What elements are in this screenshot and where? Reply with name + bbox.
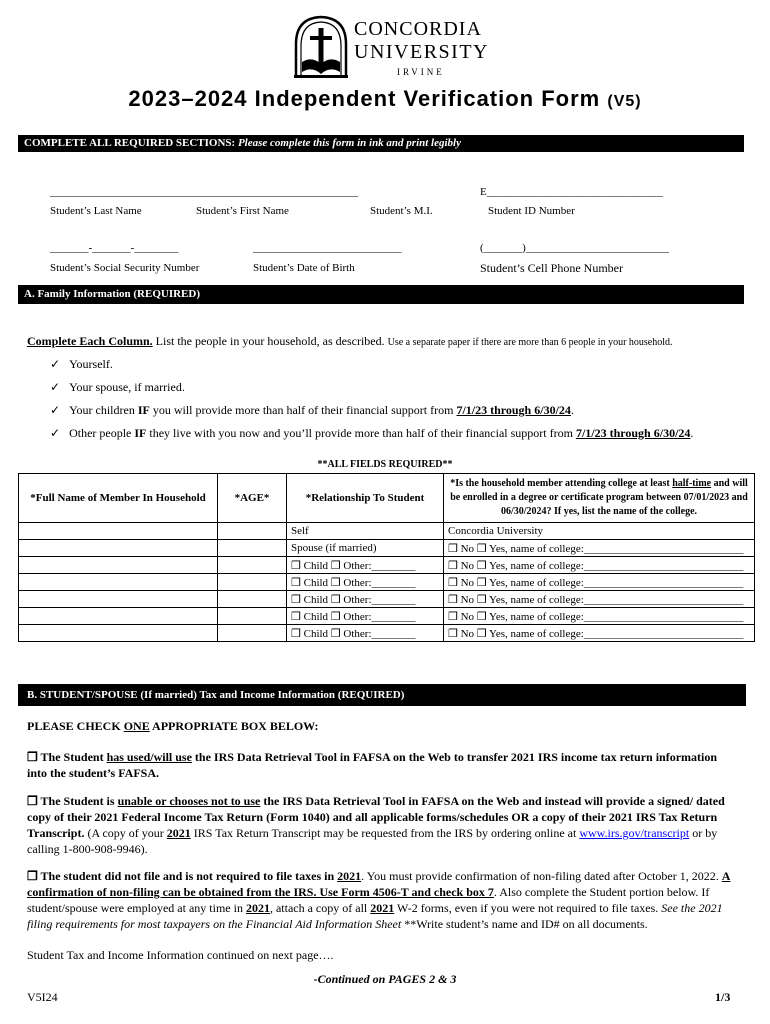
college-cell: Concordia University (444, 523, 755, 540)
member-name-cell[interactable] (19, 625, 218, 642)
option-1-rest: the IRS Data Retrieval Tool in FAFSA on the Web to transfer 2021 IRS income tax return information into the student’s FAFSA. (27, 750, 718, 780)
college-cell[interactable]: ❒ No ❒ Yes, name of college:_____________________________ (444, 591, 755, 608)
page-number: 1/3 (715, 990, 731, 1004)
relationship-cell[interactable]: ❒ Child ❒ Other:________ (287, 574, 444, 591)
relationship-cell: Self (287, 523, 444, 540)
form-title (0, 86, 770, 112)
member-name-cell[interactable] (19, 557, 218, 574)
option-3-text-e: **Write student’s name and ID# on all documents. (401, 917, 648, 931)
member-age-cell[interactable] (218, 523, 287, 540)
option-2-bold-rest: the IRS Data Retrieval Tool in FAFSA on the Web and instead will provide a signed/ dated copy of their 2021 Federal Income Tax Return (Form 1040) and all applicable forms/schedules OR a copy of their 2021 IRS Tax Return Transcript. (27, 794, 725, 840)
college-cell[interactable]: ❒ No ❒ Yes, name of college:_____________________________ (444, 608, 755, 625)
check-text-bold: IF (137, 403, 150, 417)
university-logo (292, 14, 492, 80)
checkmark-icon: ✓ (50, 426, 61, 440)
first-name-label: Student’s First Name (196, 205, 289, 217)
option-3-italic: See the 2021 filing requirements for most taxpayers on the Financial Aid Information Sheet (27, 901, 723, 931)
phone-label: Student’s Cell Phone Number (480, 261, 623, 275)
dob-line[interactable]: ___________________________ (253, 242, 402, 254)
option-3-text-c: , attach a copy of all (269, 901, 371, 915)
required-sections-label: COMPLETE ALL REQUIRED SECTIONS: (24, 137, 236, 149)
option-non-filer[interactable] (27, 868, 737, 932)
col-header-relationship: *Relationship To Student (287, 474, 444, 523)
member-name-cell[interactable] (19, 608, 218, 625)
check-text-pre: Your children (69, 403, 138, 417)
option-3-year-3: 2021 (370, 901, 395, 915)
option-2-note-end: or by calling 1-800-908-9946). (27, 826, 718, 856)
relationship-cell[interactable]: ❒ Child ❒ Other:________ (287, 591, 444, 608)
checkmark-icon: ✓ (50, 403, 61, 417)
college-cell[interactable]: ❒ No ❒ Yes, name of college:_____________________________ (444, 625, 755, 642)
relationship-cell[interactable]: ❒ Child ❒ Other:________ (287, 608, 444, 625)
option-2-year: 2021 (166, 826, 191, 840)
continued-pages: -Continued on PAGES 2 & 3 (313, 972, 457, 986)
option-2-lead: ❒ The Student is (27, 794, 118, 808)
check-item-text: Yourself. (69, 357, 113, 371)
cross-book-emblem-icon (292, 14, 350, 80)
option-3-text-b: . Also complete the Student portion below. If student/spouse were employed at any time in (27, 885, 710, 915)
ssn-label: Student’s Social Security Number (50, 262, 200, 274)
student-id-label: Student ID Number (488, 205, 575, 217)
table-row (19, 540, 755, 557)
check-text-pre: Other people (69, 426, 135, 440)
continued-note: Student Tax and Income Information continued on next page…. (27, 948, 334, 962)
college-header-post: and will be enrolled in a degree or certificate program between 07/01/2023 and 06/30/2024? If yes, list the name of the college. (450, 478, 748, 517)
option-3-year-2: 2021 (245, 901, 270, 915)
table-row (19, 574, 755, 591)
member-name-cell[interactable] (19, 523, 218, 540)
table-row (19, 557, 755, 574)
form-code: V5I24 (27, 990, 58, 1004)
college-header-underlined: half-time (672, 478, 712, 489)
check-text-bold: IF (134, 426, 147, 440)
relationship-cell[interactable]: Spouse (if married) (287, 540, 444, 557)
member-age-cell[interactable] (218, 625, 287, 642)
checkmark-icon: ✓ (50, 380, 61, 394)
member-name-cell[interactable] (19, 574, 218, 591)
dob-label: Student’s Date of Birth (253, 262, 355, 274)
member-name-cell[interactable] (19, 591, 218, 608)
member-name-cell[interactable] (19, 540, 218, 557)
logo-line-1: CONCORDIA (354, 18, 482, 40)
option-2-note-start: (A copy of your (84, 826, 167, 840)
option-drt-not-used[interactable] (27, 793, 737, 857)
option-3-text-d: W-2 forms, even if you were not required to file taxes. (394, 901, 662, 915)
check-item-others (50, 426, 693, 441)
college-header-pre: *Is the household member attending college at least (450, 478, 673, 489)
col-header-age: *AGE* (218, 474, 287, 523)
member-age-cell[interactable] (218, 540, 287, 557)
household-table (18, 473, 755, 642)
table-row (19, 523, 755, 540)
form-version: (V5) (607, 93, 642, 110)
col-header-college (444, 474, 755, 523)
irs-transcript-link[interactable]: www.irs.gov/transcript (579, 826, 690, 840)
intro-rest: List the people in your household, as described. (152, 334, 385, 348)
option-1-underlined: has used/will use (106, 750, 192, 764)
ssn-line[interactable]: _______-_______-________ (50, 242, 179, 254)
last-name-label: Student’s Last Name (50, 205, 142, 217)
check-text-end: . (690, 426, 694, 440)
check-item-yourself (50, 357, 113, 372)
section-a-intro (27, 334, 673, 349)
relationship-cell[interactable]: ❒ Child ❒ Other:________ (287, 625, 444, 642)
member-age-cell[interactable] (218, 608, 287, 625)
intro-small: Use a separate paper if there are more than 6 people in your household. (387, 337, 673, 348)
check-one-instruction (27, 719, 319, 734)
member-age-cell[interactable] (218, 591, 287, 608)
checkmark-icon: ✓ (50, 357, 61, 371)
check-one-post: APPROPRIATE BOX BELOW: (149, 719, 319, 733)
check-text-post: they live with you now and you’ll provide more than half of their financial support from (146, 426, 576, 440)
check-one-underlined: ONE (123, 719, 150, 733)
required-sections-bar (18, 135, 744, 152)
col-header-name: *Full Name of Member In Household (19, 474, 218, 523)
member-age-cell[interactable] (218, 574, 287, 591)
option-3-text-a: . You must provide confirmation of non-filing dated after October 1, 2022. (361, 869, 722, 883)
option-2-underlined: unable or chooses not to use (117, 794, 261, 808)
check-text-date: 7/1/23 through 6/30/24 (575, 426, 691, 440)
middle-initial-label: Student’s M.I. (370, 205, 433, 217)
intro-bold: Complete Each Column. (27, 334, 153, 348)
option-3-lead: ❒ The student did not file and is not required to file taxes in (27, 869, 338, 883)
college-cell[interactable]: ❒ No ❒ Yes, name of college:_____________________________ (444, 540, 755, 557)
option-drt-used[interactable] (27, 749, 737, 781)
logo-line-3: IRVINE (397, 67, 445, 77)
student-id-line[interactable]: E________________________________ (480, 186, 663, 198)
check-item-spouse (50, 380, 185, 395)
table-row (19, 591, 755, 608)
all-fields-required: **ALL FIELDS REQUIRED** (317, 459, 453, 470)
option-3-bold-note: A confirmation of non-filing can be obtained from the IRS. Use Form 4506-T and check box 7 (27, 869, 731, 899)
section-b-bar: B. STUDENT/SPOUSE (If married) Tax and Income Information (REQUIRED) (18, 684, 746, 706)
logo-line-2: UNIVERSITY (354, 41, 489, 63)
phone-line[interactable]: (_______)__________________________ (480, 242, 669, 254)
college-cell[interactable]: ❒ No ❒ Yes, name of college:_____________________________ (444, 557, 755, 574)
table-row (19, 625, 755, 642)
check-text-date: 7/1/23 through 6/30/24 (456, 403, 571, 417)
student-name-line[interactable]: ________________________________________________________ (50, 186, 358, 198)
table-row (19, 608, 755, 625)
section-a-bar: A. Family Information (REQUIRED) (18, 285, 744, 304)
form-title-main: 2023–2024 Independent Verification Form (128, 86, 601, 111)
option-1-lead: ❒ The Student (27, 750, 107, 764)
check-text-post: you will provide more than half of their financial support from (149, 403, 457, 417)
option-2-note-mid: IRS Tax Return Transcript may be requested from the IRS by ordering online at (190, 826, 580, 840)
college-cell[interactable]: ❒ No ❒ Yes, name of college:_____________________________ (444, 574, 755, 591)
member-age-cell[interactable] (218, 557, 287, 574)
check-item-text: Your spouse, if married. (69, 380, 185, 394)
required-sections-note: Please complete this form in ink and print legibly (237, 137, 461, 149)
check-item-children (50, 403, 574, 418)
check-one-pre: PLEASE CHECK (27, 719, 124, 733)
relationship-cell[interactable]: ❒ Child ❒ Other:________ (287, 557, 444, 574)
option-3-year: 2021 (337, 869, 362, 883)
check-text-end: . (570, 403, 574, 417)
